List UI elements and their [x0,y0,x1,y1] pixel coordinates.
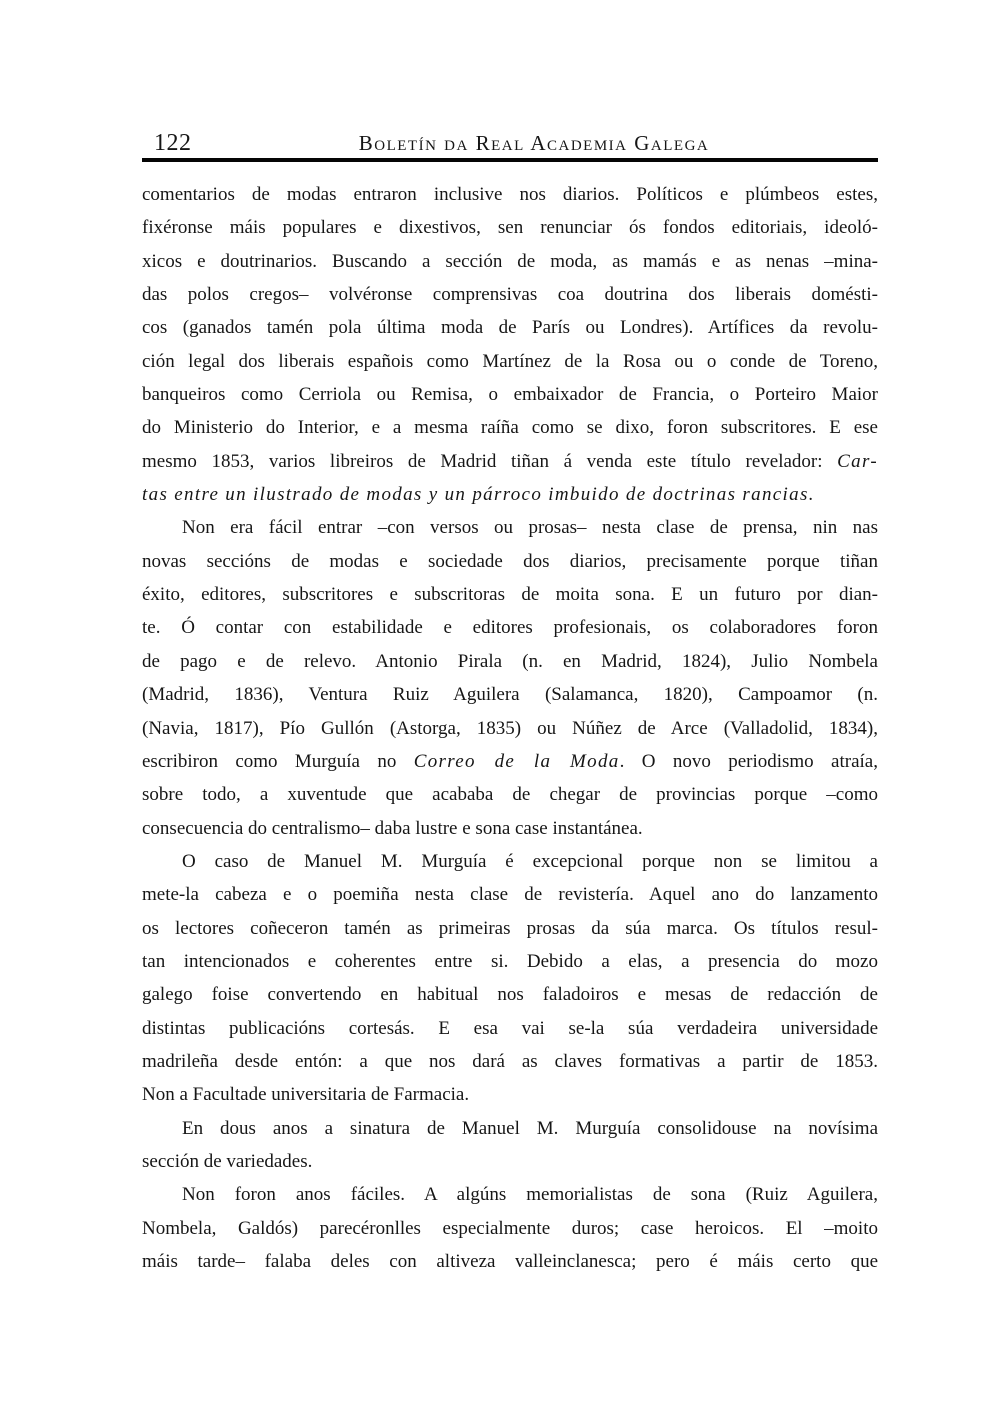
text-line [142,1112,878,1145]
italic-text-segment: tas entre un ilustrado de modas y un párroco imbuido de doctrinas rancias. [142,484,815,506]
text-line [142,611,878,644]
text-line [142,1212,878,1245]
text-line [142,1178,878,1211]
text-line [142,678,878,711]
text-line [142,778,878,811]
text-line [142,478,878,511]
text-segment: do Ministerio do Interior, e a mesma raíña como se dixo, foron subscritores. E ese [142,417,878,439]
text-line [142,1245,878,1278]
text-line [142,245,878,278]
text-line [142,912,878,945]
text-line [142,945,878,978]
text-line [142,978,878,1011]
text-segment: distintas publicacións cortesás. E esa vai se-la súa verdadeira universidade [142,1017,878,1039]
journal-title: Boletín da Real Academia Galega [358,131,710,155]
text-segment: (Navia, 1817), Pío Gullón (Astorga, 1835) ou Núñez de Arce (Valladolid, 1834), [142,717,878,739]
text-line [142,1078,878,1111]
page-header [142,126,878,156]
text-segment: madrileña desde entón: a que nos dará as claves formativas a partir de 1853. [142,1050,878,1072]
text-segment: de pago e de relevo. Antonio Pirala (n. en Madrid, 1824), Julio Nombela [142,650,878,672]
text-segment: ción legal dos liberais españois como Martínez de la Rosa ou o conde de Toreno, [142,350,878,372]
text-segment: banqueiros como Cerriola ou Remisa, o embaixador de Francia, o Porteiro Maior [142,384,878,406]
text-line [142,1145,878,1178]
text-line [142,445,878,478]
text-line [142,812,878,845]
text-segment: mete-la cabeza e o poemiña nesta clase de revistería. Aquel ano do lanzamento [142,884,878,906]
italic-text-segment: Car- [837,450,878,472]
text-line [142,178,878,211]
page-number: 122 [154,130,192,156]
text-line [142,1012,878,1045]
text-segment: novas seccións de modas e sociedade dos diarios, precisamente porque tiñan [142,550,878,572]
text-segment: En dous anos a sinatura de Manuel M. Murguía consolidouse na novísima [182,1117,878,1139]
text-segment: cos (ganados tamén pola última moda de París ou Londres). Artífices da revolu- [142,317,878,339]
text-line [142,211,878,244]
text-segment: (Madrid, 1836), Ventura Ruiz Aguilera (Salamanca, 1820), Campoamor (n. [142,684,878,706]
text-segment: escribiron como Murguía no [142,750,414,772]
text-line [142,878,878,911]
text-line [142,645,878,678]
text-segment: Nombela, Galdós) parecéronlles especialmente duros; case heroicos. El –moito [142,1217,878,1239]
text-segment: sección de variedades. [142,1150,313,1172]
text-line [142,411,878,444]
text-segment: tan intencionados e coherentes entre si. Debido a elas, a presencia do mozo [142,950,878,972]
text-line [142,745,878,778]
text-segment: consecuencia do centralismo– daba lustre e sona case instantánea. [142,817,643,839]
text-line [142,311,878,344]
text-line [142,511,878,544]
body-text [142,178,878,1278]
text-segment: comentarios de modas entraron inclusive nos diarios. Políticos e plúmbeos estes, [142,184,878,205]
text-segment: galego foise convertendo en habitual nos faladoiros e mesas de redacción de [142,984,878,1006]
text-line [142,1045,878,1078]
text-line [142,712,878,745]
text-segment: éxito, editores, subscritores e subscritoras de moita sona. E un futuro por dian- [142,584,878,606]
text-segment: Non foron anos fáciles. A algúns memorialistas de sona (Ruiz Aguilera, [182,1184,878,1206]
text-segment: das polos cregos– volvéronse comprensivas coa doutrina dos liberais domésti- [142,284,878,306]
text-segment: mesmo 1853, varios libreiros de Madrid tiñan á venda este título revelador: [142,450,838,472]
text-segment: fixéronse máis populares e dixestivos, sen renunciar ós fondos editoriais, ideoló- [142,217,878,239]
header-rule [142,158,878,162]
italic-text-segment: Correo de la Moda [413,750,620,772]
text-line [142,345,878,378]
text-segment: xicos e doutrinarios. Buscando a sección de moda, as mamás e as nenas –mina- [142,250,878,272]
text-line [142,845,878,878]
text-segment: . O novo periodismo atraía, [619,750,878,772]
text-segment: O caso de Manuel M. Murguía é excepcional porque non se limitou a [182,850,878,872]
text-line [142,378,878,411]
text-segment: os lectores coñeceron tamén as primeiras prosas da súa marca. Os títulos resul- [142,917,878,939]
text-line [142,278,878,311]
text-line [142,578,878,611]
text-segment: máis tarde– falaba deles con altiveza valleinclanesca; pero é máis certo que [142,1251,878,1272]
text-segment: Non era fácil entrar –con versos ou prosas– nesta clase de prensa, nin nas [182,517,878,539]
text-segment: Non a Facultade universitaria de Farmacia. [142,1084,470,1106]
text-segment: te. Ó contar con estabilidade e editores profesionais, os colaboradores foron [142,617,878,639]
text-segment: sobre todo, a xuventude que acababa de chegar de provincias porque –como [142,784,878,806]
text-line [142,545,878,578]
